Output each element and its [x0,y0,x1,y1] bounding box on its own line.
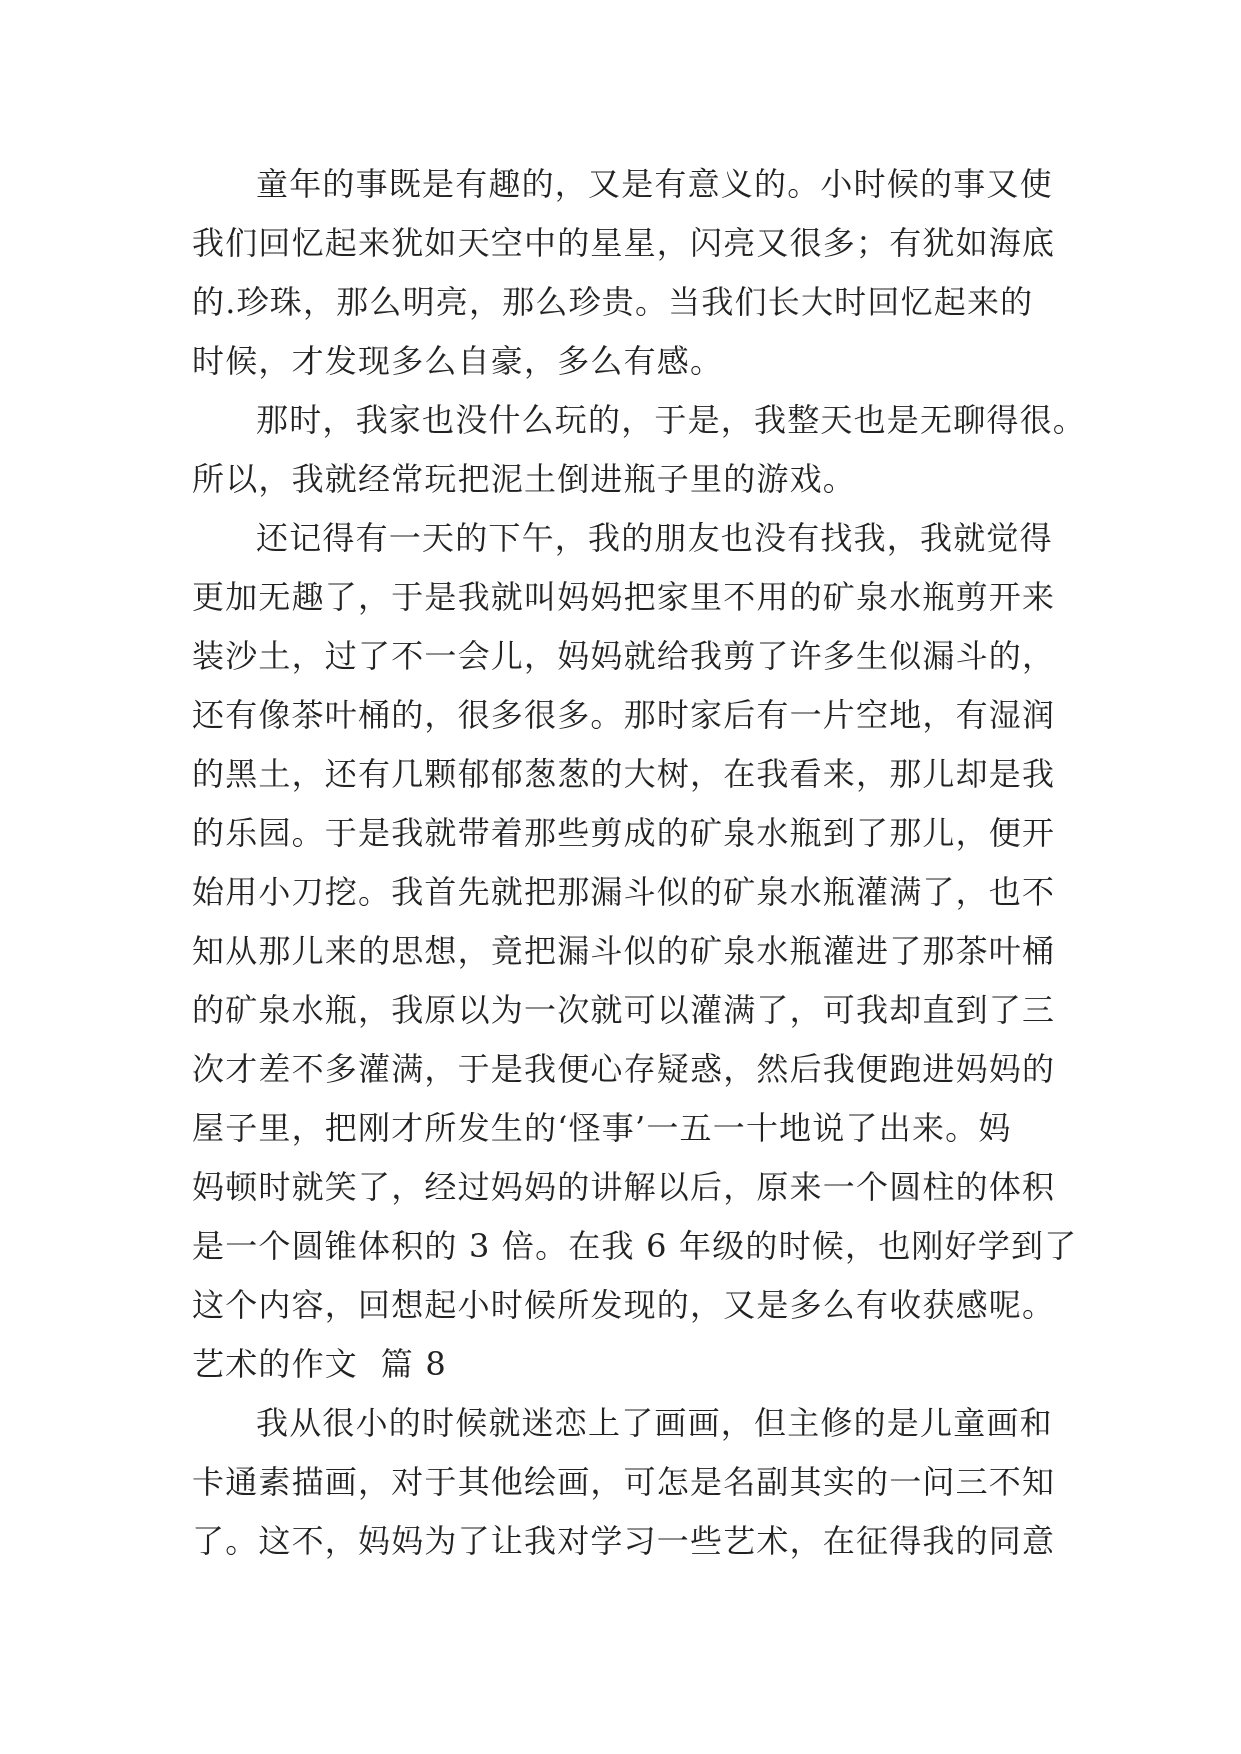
paragraph-line: 知从那儿来的思想，竟把漏斗似的矿泉水瓶灌进了那茶叶桶 [192,932,1056,970]
paragraph-line: 的.珍珠，那么明亮，那么珍贵。当我们长大时回忆起来的 [192,283,1034,321]
paragraph-line: 了。这不，妈妈为了让我对学习一些艺术，在征得我的同意 [192,1522,1056,1560]
paragraph-line: 的黑土，还有几颗郁郁葱葱的大树，在我看来，那儿却是我 [192,755,1056,793]
paragraph-line: 我从很小的时候就迷恋上了画画，但主修的是儿童画和 [256,1404,1053,1442]
paragraph-line: 这个内容，回想起小时候所发现的，又是多么有收获感呢。 [192,1286,1056,1324]
section-heading: 艺术的作文 篇 8 [192,1345,447,1383]
paragraph-line: 我们回忆起来犹如天空中的星星，闪亮又很多；有犹如海底 [192,224,1056,262]
paragraph-line: 是一个圆锥体积的 3 倍。在我 6 年级的时候，也刚好学到了 [192,1227,1078,1265]
paragraph-1 [192,155,1056,391]
paragraph-line: 妈顿时就笑了，经过妈妈的讲解以后，原来一个圆柱的体积 [192,1168,1056,1206]
paragraph-4 [192,1394,1056,1571]
paragraph-2 [192,391,1087,509]
paragraph-line: 童年的事既是有趣的，又是有意义的。小时候的事又使 [256,165,1053,203]
paragraph-line: 屋子里，把刚才所发生的‘怪事’一五一十地说了出来。妈 [192,1109,1012,1147]
paragraph-line: 时候，才发现多么自豪，多么有感。 [192,342,724,380]
paragraph-line: 的矿泉水瓶，我原以为一次就可以灌满了，可我却直到了三 [192,991,1056,1029]
paragraph-line: 所以，我就经常玩把泥土倒进瓶子里的游戏。 [192,460,857,498]
paragraph-line: 更加无趣了，于是我就叫妈妈把家里不用的矿泉水瓶剪开来 [192,578,1056,616]
paragraph-line: 卡通素描画，对于其他绘画，可怎是名副其实的一问三不知 [192,1463,1056,1501]
paragraph-line: 还记得有一天的下午，我的朋友也没有找我，我就觉得 [256,519,1053,557]
paragraph-line: 次才差不多灌满，于是我便心存疑惑，然后我便跑进妈妈的 [192,1050,1056,1088]
document-body [192,155,1087,1571]
paragraph-3 [192,509,1078,1335]
paragraph-line: 还有像茶叶桶的，很多很多。那时家后有一片空地，有湿润 [192,696,1056,734]
paragraph-line: 始用小刀挖。我首先就把那漏斗似的矿泉水瓶灌满了，也不 [192,873,1056,911]
paragraph-line: 装沙土，过了不一会儿，妈妈就给我剪了许多生似漏斗的， [192,637,1056,675]
paragraph-line: 的乐园。于是我就带着那些剪成的矿泉水瓶到了那儿，便开 [192,814,1056,852]
paragraph-line: 那时，我家也没什么玩的，于是，我整天也是无聊得很。 [256,401,1087,439]
